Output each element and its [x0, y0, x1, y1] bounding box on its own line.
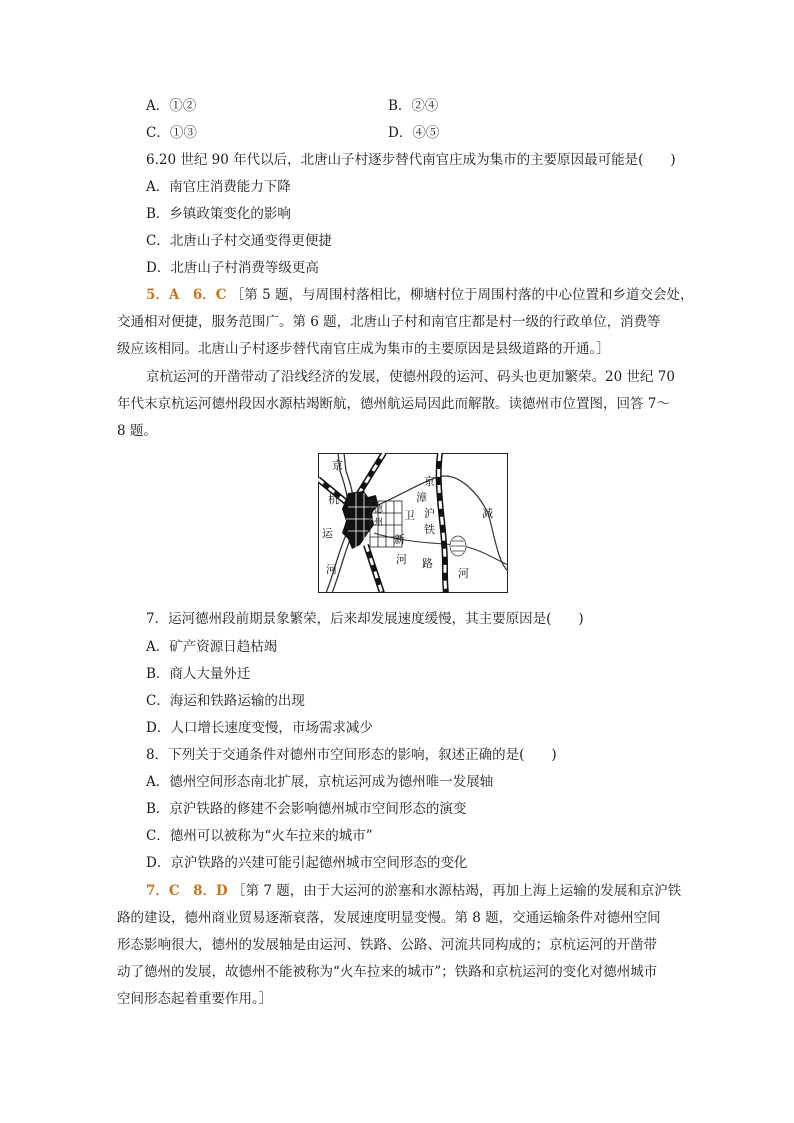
map-label-wei: 卫	[404, 509, 415, 522]
q6-option-c: C．北唐山子村交通变得更便捷	[146, 233, 332, 249]
dezhou-location-map	[318, 453, 508, 593]
passage-line3: 8 题。	[117, 423, 157, 439]
map-label-zhou: 州	[374, 518, 384, 528]
answer-7-8-label: 7．C 8．D	[146, 883, 228, 899]
map-label-jing: 京	[332, 459, 343, 472]
map-label-de: 德	[374, 505, 384, 515]
q7-stem: 7．运河德州段前期景象繁荣，后来却发展速度缓慢，其主要原因是( )	[146, 611, 584, 627]
q5-option-d: D．④⑤	[388, 125, 440, 141]
q6-option-b: B．乡镇政策变化的影响	[146, 206, 291, 222]
q7-option-c: C．海运和铁路运输的出现	[146, 693, 305, 709]
q8-stem: 8．下列关于交通条件对德州市空间形态的影响，叙述正确的是( )	[146, 747, 557, 763]
answer-7-8-line5: 空间形态起着重要作用。］	[117, 991, 273, 1007]
answer-5-6-line1	[146, 285, 693, 305]
map-label-tie: 铁	[424, 523, 435, 536]
q7-option-a: A．矿产资源日趋枯竭	[146, 639, 278, 655]
answer-7-8-line1	[146, 881, 681, 901]
map-label-hang: 杭	[328, 493, 339, 506]
map-label-hu: 沪	[424, 507, 435, 520]
answer-5-6-line3: 级应该相同。北唐山子村逐步替代南官庄成为集市的主要原因是县级道路的开通。］	[117, 341, 610, 357]
map-label-he: 河	[326, 563, 337, 576]
q8-option-d: D．京沪铁路的兴建可能引起德州城市空间形态的变化	[146, 855, 468, 871]
q5-option-a: A．①②	[146, 98, 197, 114]
q6-stem: 6.20 世纪 90 年代以后，北唐山子村逐步替代南官庄成为集市的主要原因最可能是( )	[146, 152, 676, 168]
q8-option-c: C．德州可以被称为“火车拉来的城市”	[146, 828, 373, 844]
answer-7-8-text1: ［第 7 题，由于大运河的淤塞和水源枯竭，再加上海上运输的发展和京沪铁	[232, 883, 682, 899]
answer-5-6-label: 5．A 6．C	[146, 287, 227, 303]
answer-5-6-line2: 交通相对便捷，服务范围广。第 6 题，北唐山子村和南官庄都是村一级的行政单位，消费等	[117, 314, 661, 330]
map-label-jing2: 京	[424, 475, 435, 488]
map-label-he3: 河	[458, 567, 469, 580]
q7-option-b: B．商人大量外迁	[146, 666, 251, 682]
answer-7-8-line4: 动了德州的发展，故德州不能被称为“火车拉来的城市”；铁路和京杭运河的变化对德州城市	[117, 964, 658, 980]
q6-option-d: D．北唐山子村消费等级更高	[146, 260, 319, 276]
answer-5-6-text1: ［第 5 题，与周围村落相比，柳塘村位于周围村落的中心位置和乡道交会处，	[230, 287, 694, 303]
map-label-he2: 河	[396, 553, 407, 566]
passage-line1: 京杭运河的开凿带动了沿线经济的发展，使德州段的运河、码头也更加繁荣。20 世纪 70	[146, 369, 675, 385]
answer-7-8-line3: 形态影响很大，德州的发展轴是由运河、铁路、公路、河流共同构成的；京杭运河的开凿带	[117, 937, 657, 953]
map-label-yun: 运	[322, 527, 333, 540]
answer-7-8-line2: 路的建设，德州商业贸易逐渐衰落，发展速度明显变慢。第 8 题，交通运输条件对德州空间	[117, 910, 661, 926]
map-label-zhang: 漳	[416, 491, 427, 504]
q8-option-b: B．京沪铁路的修建不会影响德州城市空间形态的演变	[146, 801, 467, 817]
q5-option-c: C．①③	[146, 125, 197, 141]
q8-option-a: A．德州空间形态南北扩展，京杭运河成为德州唯一发展轴	[146, 774, 494, 790]
map-label-xin: 新	[394, 533, 405, 546]
q5-option-b: B．②④	[388, 98, 439, 114]
map-label-lu: 路	[422, 557, 433, 570]
passage-line2: 年代末京杭运河德州段因水源枯竭断航，德州航运局因此而解散。读德州市位置图，回答 7～	[117, 396, 670, 412]
map-label-jian: 减	[482, 507, 493, 520]
q6-option-a: A．南官庄消费能力下降	[146, 179, 291, 195]
q7-option-d: D．人口增长速度变慢，市场需求减少	[146, 720, 373, 736]
